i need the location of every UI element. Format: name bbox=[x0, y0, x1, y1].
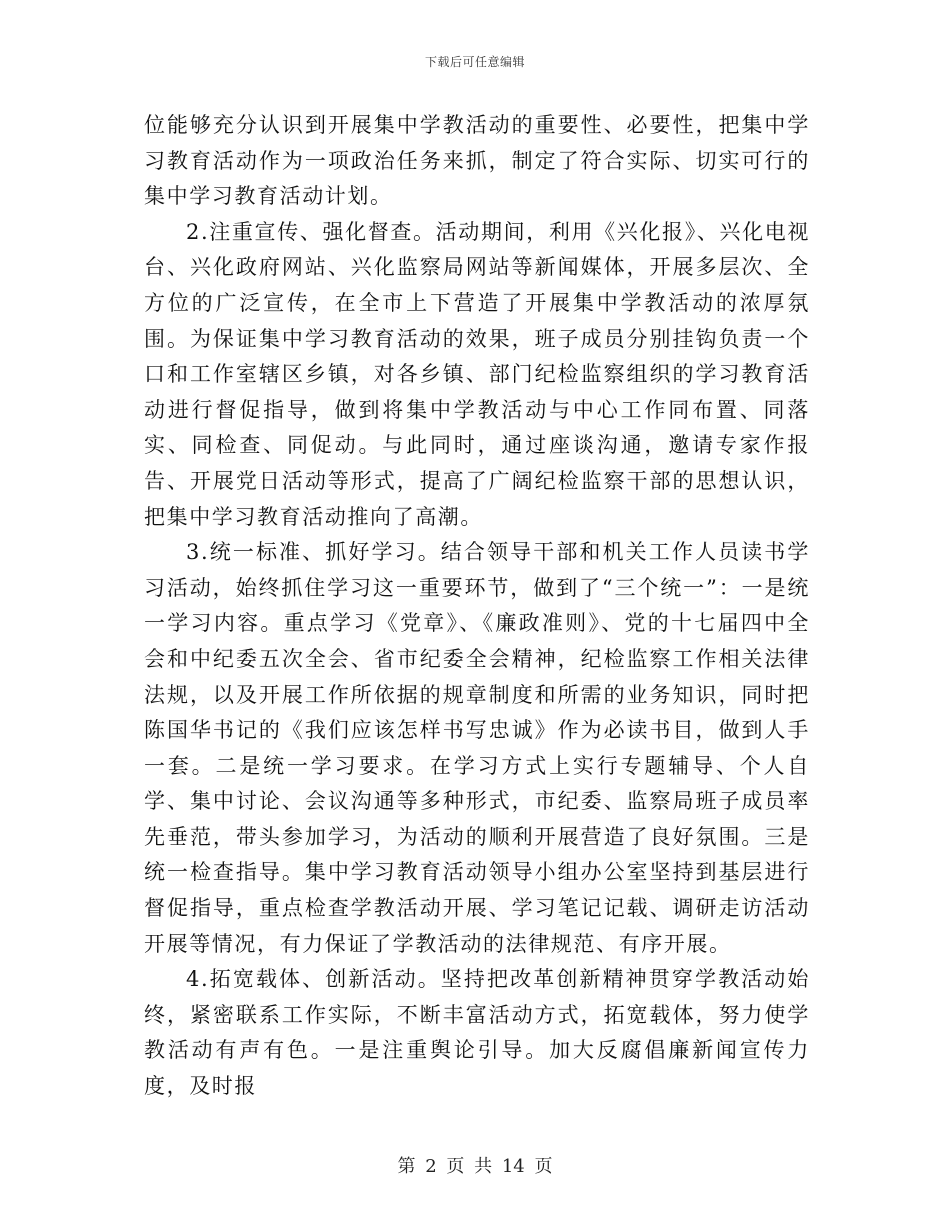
paragraph-publicity-supervision: 2.注重宣传、强化督查。活动期间，利用《兴化报》、兴化电视台、兴化政府网站、兴化监察局网站等新闻媒体，开展多层次、全方位的广泛宣传，在全市上下营造了开展集中学教活动的浓厚氛围。为保证集中学习教育活动的效果，班子成员分别挂钩负责一个口和工作室辖区乡镇，对各乡镇、部门纪检监察组织的学习教育活动进行督促指导，做到将集中学教活动与中心工作同布置、同落实、同检查、同促动。与此同时，通过座谈沟通，邀请专家作报告、开展党日活动等形式，提高了广阔纪检监察干部的思想认识，把集中学习教育活动推向了高潮。 bbox=[144, 219, 810, 529]
page-number-footer: 第 2 页 共 14 页 bbox=[397, 1156, 553, 1177]
paragraph-unified-standards: 3.统一标准、抓好学习。结合领导干部和机关工作人员读书学习活动，始终抓住学习这一重要环节，做到了“三个统一”：一是统一学习内容。重点学习《党章》、《廉政准则》、党的十七届四中全会和中纪委五次全会、省市纪委全会精神，纪检监察工作相关法律法规，以及开展工作所依据的规章制度和所需的业务知识，同时把陈国华书记的《我们应该怎样书写忠诚》作为必读书目，做到人手一套。二是统一学习要求。在学习方式上实行专题辅导、个人自学、集中讨论、会议沟通等多种形式，市纪委、监察局班子成员率先垂范，带头参加学习，为活动的顺利开展营造了良好氛围。三是统一检查指导。集中学习教育活动领导小组办公室坚持到基层进行督促指导，重点检查学教活动开展、学习笔记记载、调研走访活动开展等情况，有力保证了学教活动的法律规范、有序开展。 bbox=[144, 540, 810, 956]
paragraph-broaden-carriers: 4.拓宽载体、创新活动。坚持把改革创新精神贯穿学教活动始终，紧密联系工作实际，不断丰富活动方式，拓宽载体，努力使学教活动有声有色。一是注重舆论引导。加大反腐倡廉新闻宣传力度，及时报 bbox=[144, 967, 810, 1099]
paragraph-continuation: 位能够充分认识到开展集中学教活动的重要性、必要性，把集中学习教育活动作为一项政治任务来抓，制定了符合实际、切实可行的集中学习教育活动计划。 bbox=[144, 113, 810, 209]
document-body bbox=[144, 108, 810, 1105]
header-edit-note: 下载后可任意编辑 bbox=[424, 55, 525, 69]
